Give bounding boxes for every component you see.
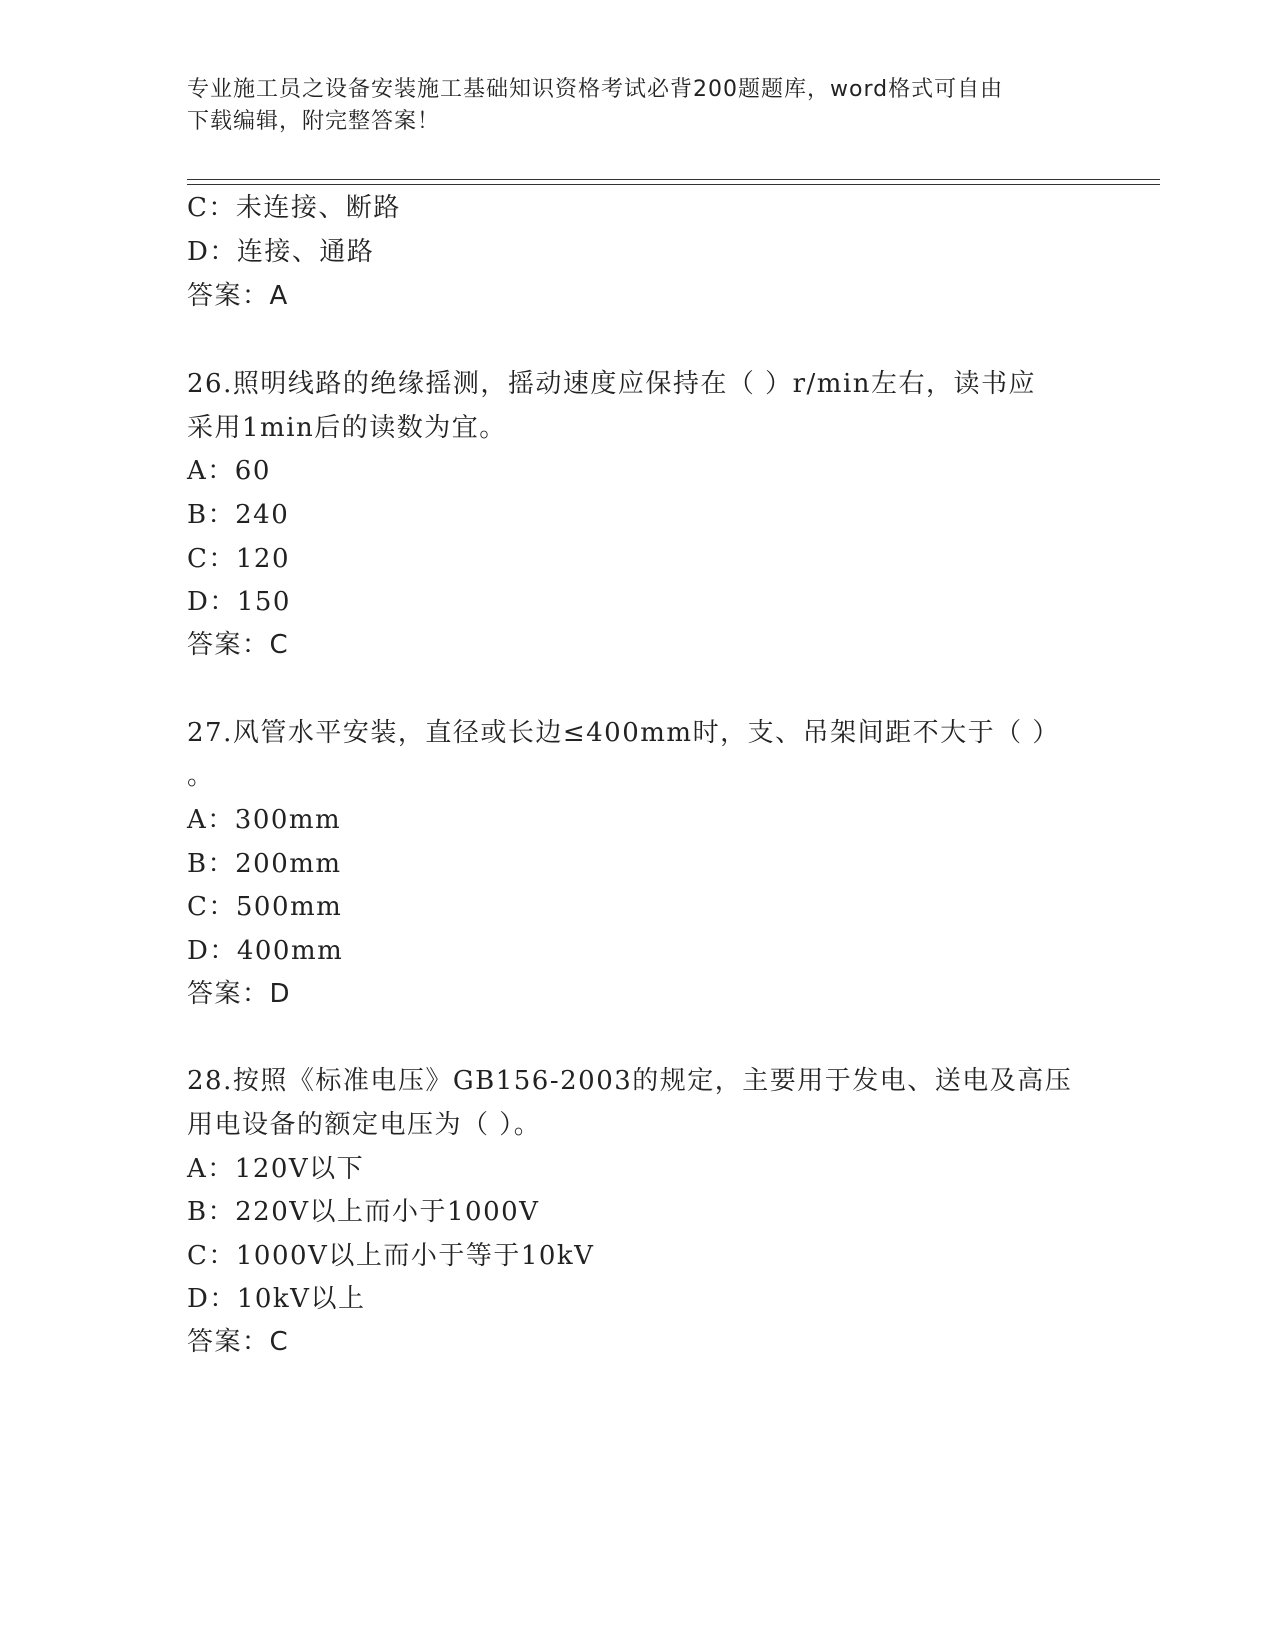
header-divider-bottom: [187, 184, 1160, 185]
q27-option-b: B：200mm: [187, 849, 342, 879]
q28-answer: 答案：C: [187, 1327, 290, 1357]
q26-option-d: D：150: [187, 587, 291, 617]
q27-option-c: C：500mm: [187, 892, 343, 922]
q27-answer: 答案：D: [187, 979, 292, 1009]
q26-stem-line-1: 26.照明线路的绝缘摇测，摇动速度应保持在（ ）r/min左右，读书应: [187, 369, 1037, 399]
q26-option-b: B：240: [187, 500, 290, 530]
q28-option-b: B：220V以上而小于1000V: [187, 1197, 540, 1227]
q27-stem-line-2: 。: [187, 761, 215, 791]
q27-option-a: A：300mm: [187, 805, 342, 835]
document-header: [187, 74, 1087, 138]
q26-option-a: A：60: [187, 456, 271, 486]
q25-option-d: D：连接、通路: [187, 237, 375, 267]
header-line-1: 专业施工员之设备安装施工基础知识资格考试必背200题题库，word格式可自由: [187, 77, 1004, 102]
q25-option-c: C：未连接、断路: [187, 193, 401, 223]
q26-answer: 答案：C: [187, 630, 290, 660]
q27-stem-line-1: 27.风管水平安装，直径或长边≤400mm时，支、吊架间距不大于（ ）: [187, 718, 1060, 748]
q26-option-c: C：120: [187, 544, 291, 574]
q25-answer: 答案：A: [187, 281, 289, 311]
q26-stem-line-2: 采用1min后的读数为宜。: [187, 413, 507, 443]
q28-option-d: D：10kV以上: [187, 1284, 366, 1314]
header-line-2: 下载编辑，附完整答案！: [187, 109, 441, 134]
q28-stem-line-1: 28.按照《标准电压》GB156-2003的规定，主要用于发电、送电及高压: [187, 1066, 1073, 1096]
q28-stem-line-2: 用电设备的额定电压为（ ）。: [187, 1110, 542, 1140]
q27-option-d: D：400mm: [187, 936, 344, 966]
q28-option-c: C：1000V以上而小于等于10kV: [187, 1241, 595, 1271]
q28-option-a: A：120V以下: [187, 1154, 365, 1184]
header-divider-top: [187, 179, 1160, 180]
